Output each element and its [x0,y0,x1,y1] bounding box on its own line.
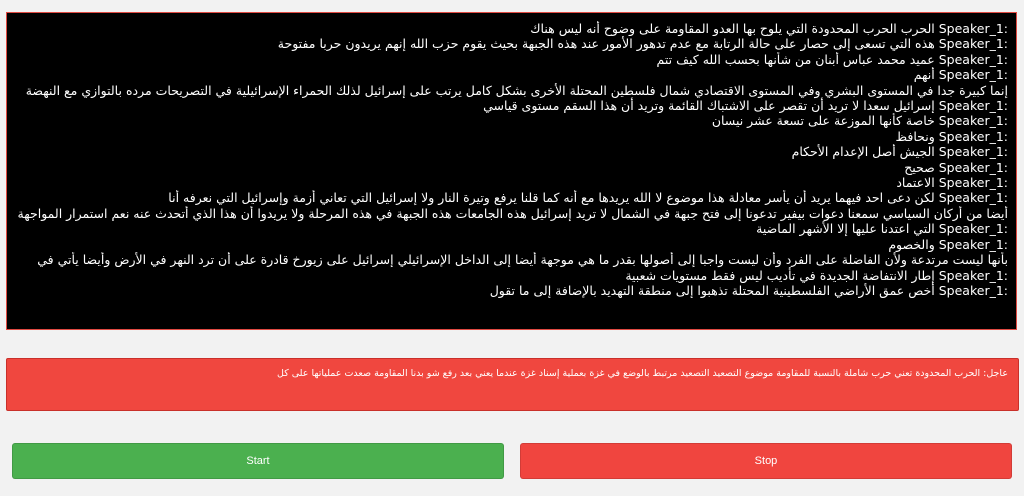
alert-text: عاجل: الحرب المحدودة تعني حرب شاملة بالنسبة للمقاومة موضوع التصعيد التصعيد مرتبط بالوضع في غزة بعملية إسناد غزة عندما يعني بعد رفع شو بدنا المقاومة صعدت عملياتها على كل [277,368,1008,379]
transcript-line [15,83,1008,114]
start-button[interactable] [12,443,504,479]
transcript-text: الجيش أصل الإعدام الأحكام [791,144,935,160]
transcript-line [15,67,1008,82]
speaker-label: Speaker_1: [938,282,1008,298]
transcript-text: أنهم [913,67,935,83]
transcript-text: الاعتماد [896,175,935,191]
transcript-text: أخص عمق الأراضي الفلسطينية المحتلة تذهبوا إلى منطقة التهديد بالإضافة إلى ما تقول [489,282,935,298]
speaker-label: Speaker_1: [938,113,1008,129]
start-button-label: Start [246,455,270,467]
speaker-label: Speaker_1: [938,190,1008,206]
breaking-news-alert [6,358,1019,411]
speaker-label: Speaker_1: [938,144,1008,160]
transcript-text: أيضا من أركان السياسي سمعنا دعوات بيفير تدعونا إلى فتح جبهة في الشمال لا تريد إسرائيل هذه الجامعات هذه الجبهة في هذه المرحلة ولا يريدوا أن هذا الذي أتحدث عنه نعم استمرار المواجهة التي اعتدنا عليها إلا الأشهر الماضية [17,205,1008,237]
speaker-label: Speaker_1: [938,221,1008,237]
transcript-line [15,283,1008,298]
transcript-line [15,175,1008,190]
transcript-text: والخصوم [888,236,935,252]
transcript-text: الحرب الحرب المحدودة التي يلوح بها العدو المقاومة على وضوح أنه ليس هناك [530,21,935,36]
speaker-label: Speaker_1: [938,36,1008,52]
transcript-line [15,52,1008,67]
transcript-line [15,160,1008,175]
stop-button-label: Stop [754,455,778,467]
transcript-line [15,113,1008,128]
speaker-label: Speaker_1: [938,267,1008,283]
transcript-text: بأنها ليست مرتدعة ولأن الفاضلة على الفرد وأن ليست واجبا إلى أصولها بقدر ما هي موجهة أيضا إلى الداخل الإسرائيلي إسرائيل على زيورخ قادرة على أن ترد النهر في الأرض وأيضا يأتي في إطار الانتفاضة الجديدة في تأديب ليس فقط مستويات شعبية [37,252,1008,283]
transcript-text: هذه التي تسعى إلى حصار على حالة الرتابة مع عدم تدهور الأمور عند هذه الجبهة بحيث يقوم حزب الله إنهم يريدون حربا مفتوحة [277,36,935,52]
speaker-label: Speaker_1: [938,21,1008,36]
transcript-text: ونحافظ [895,128,935,144]
transcript-text: لكن دعى احد فيهما يريد أن يأسر معادلة هذا موضوع لا الله يريدها مع أنه كما قلنا يرفع وتيرة النار ولا إسرائيل التي تعاني أزمة وإسرائيل التي نعرفه أنا [168,190,935,206]
speaker-label: Speaker_1: [938,98,1008,114]
speaker-label: Speaker_1: [938,236,1008,252]
speaker-label: Speaker_1: [938,175,1008,191]
transcript-text: خاصة كأنها الموزعة على تسعة عشر نيسان [711,113,935,129]
transcript-text: إنما كبيرة جدا في المستوى البشري وفي المستوى الاقتصادي شمال فلسطين المحتلة الأخرى بشكل كامل يرتب على إسرائيل لذلك الحمراء الإسرائيلية في التصريحات مرده بالتوازي مع النهضة إسرائيل سعدا لا تريد أن تقصر على الاشتباك القائمة وتريد أن هذا السقم مستوى قياسي [25,82,1008,114]
transcript-line [15,129,1008,144]
transcript-line [15,206,1008,237]
transcript-line [15,21,1008,36]
transcript-panel [6,12,1017,330]
transcript-line [15,144,1008,159]
speaker-label: Speaker_1: [938,128,1008,144]
transcript-line [15,190,1008,205]
transcript-line [15,252,1008,283]
speaker-label: Speaker_1: [938,67,1008,83]
transcript-text: صحيح [904,159,935,175]
transcript-line [15,36,1008,51]
speaker-label: Speaker_1: [938,159,1008,175]
stop-button[interactable] [520,443,1012,479]
speaker-label: Speaker_1: [938,51,1008,67]
transcript-text: عميد محمد عباس أبنان من شأنها بحسب الله كيف تتم [656,51,935,67]
transcript-line [15,237,1008,252]
